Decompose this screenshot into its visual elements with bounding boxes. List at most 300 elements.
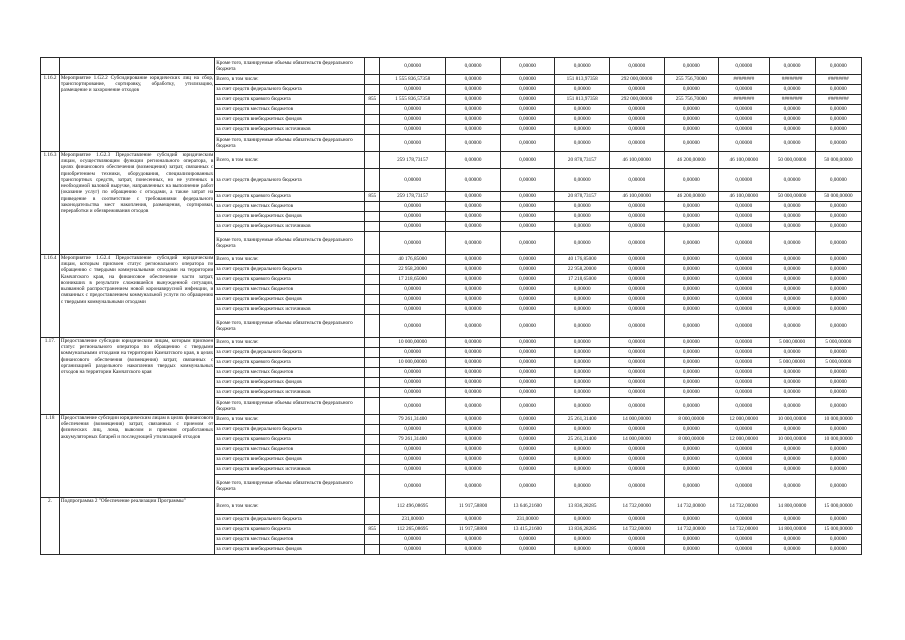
- year-value: 0,00000: [769, 315, 815, 338]
- year-value: 0,00000: [719, 465, 769, 475]
- year-value: 14 000,00000: [609, 435, 664, 445]
- year-value: 0,00000: [555, 85, 610, 95]
- year-value: 14 732,00000: [664, 498, 719, 515]
- grbs-code: [365, 475, 380, 498]
- year-value: 0,00000: [769, 398, 815, 415]
- year-value: 0,00000: [446, 535, 501, 545]
- year-value: 0,00000: [719, 115, 769, 125]
- funding-source: за счет средств краевого бюджета: [215, 192, 365, 202]
- year-value: 0,00000: [769, 295, 815, 305]
- year-value: 0,00000: [555, 455, 610, 465]
- year-value: 0,00000: [500, 192, 555, 202]
- year-value: 0,00000: [446, 75, 501, 85]
- year-value: 14 732,00000: [609, 498, 664, 515]
- funding-source: Всего, в том числе:: [215, 255, 365, 265]
- year-value: 0,00000: [719, 265, 769, 275]
- funding-source: Кроме того, планируемые объемы обязательств федерального бюджета: [215, 315, 365, 338]
- year-value: 0,00000: [555, 295, 610, 305]
- year-value: 0,00000: [555, 135, 610, 152]
- grbs-code: [365, 295, 380, 305]
- year-value: 46 100,00000: [609, 192, 664, 202]
- year-value: 0,00000: [664, 85, 719, 95]
- year-value: 0,00000: [500, 169, 555, 192]
- grbs-code: [365, 75, 380, 85]
- year-value: 0,00000: [719, 368, 769, 378]
- grbs-code: [365, 115, 380, 125]
- total-value: 10 000,00000: [380, 358, 446, 368]
- year-value: 10 000,00000: [815, 435, 861, 445]
- year-value: 0,00000: [769, 115, 815, 125]
- funding-source: за счет средств федерального бюджета: [215, 515, 365, 525]
- year-value: 14 800,00000: [769, 498, 815, 515]
- year-value: 0,00000: [769, 202, 815, 212]
- year-value: 0,00000: [555, 465, 610, 475]
- year-value: 0,00000: [446, 285, 501, 295]
- year-value: 0,00000: [446, 388, 501, 398]
- total-value: 0,00000: [380, 202, 446, 212]
- year-value: 0,00000: [446, 95, 501, 105]
- year-value: 8 000,00000: [664, 415, 719, 425]
- year-value: 0,00000: [719, 85, 769, 95]
- year-value: 46 200,00000: [664, 192, 719, 202]
- year-value: 0,00000: [664, 232, 719, 255]
- year-value: 0,00000: [555, 445, 610, 455]
- grbs-code: [365, 85, 380, 95]
- table-row: [41, 152, 862, 169]
- year-value: 0,00000: [555, 348, 610, 358]
- year-value: 0,00000: [500, 425, 555, 435]
- funding-source: за счет средств федерального бюджета: [215, 169, 365, 192]
- total-value: 0,00000: [380, 105, 446, 115]
- year-value: 0,00000: [446, 85, 501, 95]
- year-value: 0,00000: [769, 265, 815, 275]
- year-value: 0,00000: [719, 425, 769, 435]
- year-value: 0,00000: [609, 135, 664, 152]
- row-number: 2.: [41, 498, 60, 555]
- grbs-code: [365, 212, 380, 222]
- year-value: 0,00000: [664, 338, 719, 348]
- year-value: 0,00000: [719, 455, 769, 465]
- row-number: 1.16.4: [41, 255, 60, 338]
- year-value: 14 000,00000: [609, 415, 664, 425]
- year-value: 0,00000: [719, 275, 769, 285]
- year-value: 0,00000: [664, 115, 719, 125]
- year-value: 0,00000: [769, 169, 815, 192]
- year-value: 0,00000: [769, 465, 815, 475]
- year-value: 0,00000: [500, 415, 555, 425]
- year-value: 5 000,00000: [769, 358, 815, 368]
- year-value: 0,00000: [609, 125, 664, 135]
- funding-source: за счет средств местных бюджетов: [215, 105, 365, 115]
- total-value: 0,00000: [380, 465, 446, 475]
- year-value: 0,00000: [719, 285, 769, 295]
- year-value: 5 000,00000: [769, 338, 815, 348]
- year-value: 46 100,00000: [719, 192, 769, 202]
- year-value: 0,00000: [769, 305, 815, 315]
- total-value: 79 261,31400: [380, 435, 446, 445]
- row-number: 1.17.: [41, 338, 60, 415]
- year-value: 0,00000: [664, 398, 719, 415]
- year-value: 0,00000: [500, 232, 555, 255]
- year-value: 0,00000: [555, 378, 610, 388]
- year-value: 50 000,00000: [815, 192, 861, 202]
- year-value: 0,00000: [609, 222, 664, 232]
- year-value: 0,00000: [500, 315, 555, 338]
- year-value: 0,00000: [446, 515, 501, 525]
- year-value: 0,00000: [609, 255, 664, 265]
- year-value: 0,00000: [446, 232, 501, 255]
- year-value: 0,00000: [446, 58, 501, 75]
- event-name: Мероприятие 1.G2.2 Субсидирование юридических лиц на сбор, транспортирование, сортировку, обработку, утилизацию, размещение и захоронение отходов: [59, 75, 214, 152]
- year-value: 0,00000: [609, 275, 664, 285]
- funding-source: за счет средств краевого бюджета: [215, 275, 365, 285]
- year-value: 0,00000: [769, 368, 815, 378]
- year-value: 0,00000: [555, 202, 610, 212]
- year-value: 0,00000: [446, 338, 501, 348]
- year-value: 0,00000: [815, 135, 861, 152]
- year-value: 0,00000: [446, 358, 501, 368]
- grbs-code: [365, 465, 380, 475]
- year-value: 0,00000: [609, 315, 664, 338]
- year-value: ########: [719, 95, 769, 105]
- grbs-code: [365, 315, 380, 338]
- funding-source: за счет средств местных бюджетов: [215, 445, 365, 455]
- year-value: 0,00000: [446, 305, 501, 315]
- funding-source: за счет средств федерального бюджета: [215, 348, 365, 358]
- year-value: 0,00000: [500, 255, 555, 265]
- grbs-code: [365, 338, 380, 348]
- year-value: 0,00000: [446, 425, 501, 435]
- row-number: [41, 58, 60, 75]
- year-value: 0,00000: [500, 398, 555, 415]
- year-value: 0,00000: [500, 305, 555, 315]
- year-value: 0,00000: [815, 515, 861, 525]
- year-value: 0,00000: [719, 135, 769, 152]
- funding-source: за счет средств внебюджетных фондов: [215, 212, 365, 222]
- year-value: 0,00000: [500, 348, 555, 358]
- row-number: 1.16.3: [41, 152, 60, 255]
- year-value: 0,00000: [719, 475, 769, 498]
- year-value: 0,00000: [609, 465, 664, 475]
- year-value: 50 000,00000: [769, 192, 815, 202]
- grbs-code: [365, 378, 380, 388]
- year-value: 292 000,00000: [609, 75, 664, 85]
- year-value: 0,00000: [609, 202, 664, 212]
- year-value: 0,00000: [769, 255, 815, 265]
- year-value: 0,00000: [815, 425, 861, 435]
- year-value: 0,00000: [769, 445, 815, 455]
- year-value: 25 261,31400: [555, 435, 610, 445]
- grbs-code: 855: [365, 192, 380, 202]
- total-value: 17 218,65000: [380, 275, 446, 285]
- year-value: 0,00000: [446, 378, 501, 388]
- year-value: 255 756,70000: [664, 95, 719, 105]
- funding-source: Всего, в том числе:: [215, 152, 365, 169]
- year-value: 0,00000: [815, 169, 861, 192]
- year-value: 0,00000: [664, 545, 719, 555]
- year-value: 0,00000: [664, 212, 719, 222]
- year-value: 0,00000: [664, 222, 719, 232]
- year-value: 46 100,00000: [609, 152, 664, 169]
- year-value: ########: [719, 75, 769, 85]
- year-value: 11 917,58800: [446, 498, 501, 515]
- year-value: 0,00000: [500, 222, 555, 232]
- total-value: 1 555 836,57358: [380, 95, 446, 105]
- year-value: 0,00000: [769, 378, 815, 388]
- year-value: 0,00000: [815, 85, 861, 95]
- funding-source: за счет средств внебюджетных источников: [215, 222, 365, 232]
- year-value: 0,00000: [815, 398, 861, 415]
- year-value: 0,00000: [719, 545, 769, 555]
- year-value: 0,00000: [609, 115, 664, 125]
- total-value: 0,00000: [380, 348, 446, 358]
- year-value: 0,00000: [446, 348, 501, 358]
- year-value: 292 000,00000: [609, 95, 664, 105]
- total-value: 0,00000: [380, 232, 446, 255]
- year-value: 0,00000: [815, 275, 861, 285]
- year-value: 0,00000: [664, 515, 719, 525]
- year-value: 0,00000: [500, 445, 555, 455]
- grbs-code: [365, 535, 380, 545]
- year-value: 0,00000: [609, 515, 664, 525]
- grbs-code: [365, 169, 380, 192]
- funding-source: Всего, в том числе:: [215, 75, 365, 85]
- year-value: 14 800,00000: [769, 525, 815, 535]
- year-value: 0,00000: [815, 232, 861, 255]
- total-value: 0,00000: [380, 315, 446, 338]
- year-value: 0,00000: [769, 285, 815, 295]
- year-value: 14 732,00000: [609, 525, 664, 535]
- funding-source: за счет средств местных бюджетов: [215, 535, 365, 545]
- year-value: 0,00000: [719, 105, 769, 115]
- year-value: 0,00000: [769, 105, 815, 115]
- row-number: 1.18: [41, 415, 60, 498]
- funding-source: за счет средств местных бюджетов: [215, 202, 365, 212]
- year-value: 0,00000: [769, 232, 815, 255]
- funding-source: Кроме того, планируемые объемы обязательств федерального бюджета: [215, 475, 365, 498]
- year-value: 0,00000: [815, 212, 861, 222]
- total-value: 10 000,00000: [380, 338, 446, 348]
- funding-source: за счет средств внебюджетных источников: [215, 125, 365, 135]
- funding-source: за счет средств краевого бюджета: [215, 95, 365, 105]
- total-value: 0,00000: [380, 398, 446, 415]
- total-value: 259 178,73157: [380, 192, 446, 202]
- year-value: 0,00000: [815, 255, 861, 265]
- funding-source: Кроме того, планируемые объемы обязательств федерального бюджета: [215, 398, 365, 415]
- year-value: 12 000,00000: [719, 415, 769, 425]
- year-value: 0,00000: [769, 545, 815, 555]
- year-value: 0,00000: [609, 475, 664, 498]
- year-value: 12 000,00000: [719, 435, 769, 445]
- total-value: 22 958,20000: [380, 265, 446, 275]
- year-value: 0,00000: [815, 265, 861, 275]
- year-value: 13 836,28285: [555, 525, 610, 535]
- year-value: 0,00000: [719, 535, 769, 545]
- year-value: 0,00000: [555, 338, 610, 348]
- year-value: 0,00000: [500, 202, 555, 212]
- table-row: [41, 498, 862, 515]
- event-name: Мероприятие 1.G2.4 Предоставление субсидий юридическим лицам, которым присвоен статус регионального оператора по обращению с твердыми коммунальными отходами на территории Камчатского края, на финансовое обеспечение части затрат, возникших в результате сложившейся вынужденной ситуации, вызванной распространением новой коронавирусной инфекции, и связанных с предоставлением коммунальной услуги по обращению с твердыми коммунальными отходами: [59, 255, 214, 338]
- year-value: 0,00000: [500, 285, 555, 295]
- year-value: 0,00000: [769, 125, 815, 135]
- year-value: 0,00000: [815, 388, 861, 398]
- year-value: 0,00000: [664, 202, 719, 212]
- grbs-code: [365, 515, 380, 525]
- total-value: 0,00000: [380, 125, 446, 135]
- year-value: 0,00000: [446, 475, 501, 498]
- year-value: 0,00000: [664, 465, 719, 475]
- year-value: 0,00000: [664, 285, 719, 295]
- funding-source: за счет средств внебюджетных фондов: [215, 545, 365, 555]
- total-value: 0,00000: [380, 378, 446, 388]
- event-name: Предоставление субсидии юридическим лицам в целях финансового обеспечения (возмещения) затрат, связанных с приемом от физических лиц, лома, вывозом и приемом отработанных аккумуляторных батарей и последующей утилизацией отходов: [59, 415, 214, 498]
- year-value: 0,00000: [719, 295, 769, 305]
- total-value: 0,00000: [380, 285, 446, 295]
- year-value: 40 176,85000: [555, 255, 610, 265]
- funding-source: Всего, в том числе:: [215, 338, 365, 348]
- year-value: 0,00000: [500, 358, 555, 368]
- year-value: 0,00000: [664, 125, 719, 135]
- year-value: 0,00000: [719, 58, 769, 75]
- grbs-code: [365, 348, 380, 358]
- year-value: 0,00000: [609, 58, 664, 75]
- year-value: 0,00000: [446, 398, 501, 415]
- year-value: 0,00000: [446, 222, 501, 232]
- year-value: 0,00000: [609, 535, 664, 545]
- year-value: 0,00000: [446, 192, 501, 202]
- grbs-code: [365, 305, 380, 315]
- year-value: 0,00000: [446, 212, 501, 222]
- year-value: 0,00000: [664, 475, 719, 498]
- grbs-code: [365, 425, 380, 435]
- funding-source: за счет средств внебюджетных источников: [215, 305, 365, 315]
- year-value: 0,00000: [769, 388, 815, 398]
- year-value: 0,00000: [555, 125, 610, 135]
- year-value: 0,00000: [664, 368, 719, 378]
- year-value: 0,00000: [555, 212, 610, 222]
- year-value: 0,00000: [555, 58, 610, 75]
- year-value: 0,00000: [500, 545, 555, 555]
- total-value: 0,00000: [380, 368, 446, 378]
- event-name: Мероприятие 1.G2.3 Предоставление субсидий юридическим лицам, осуществляющим функции регионального оператора, в целях финансового обеспечения (возмещения) затрат, связанных с приобретением техники, оборудования, специализированных транспортных средств, затрат, понесенных, но не учтенных в необходимой валовой выручке, направленных на выполнение работ (оказание услуг) по обращению с отходами, а также затрат на приведение в соответствие с требованиями федерального законодательства мест накопления, размещения, сортировки, переработки и обезвреживания отходов: [59, 152, 214, 255]
- year-value: 10 000,00000: [815, 415, 861, 425]
- year-value: 15 000,00000: [815, 498, 861, 515]
- year-value: 0,00000: [500, 152, 555, 169]
- year-value: 0,00000: [664, 425, 719, 435]
- total-value: 0,00000: [380, 535, 446, 545]
- year-value: 0,00000: [664, 255, 719, 265]
- event-name: Предоставление субсидии юридическим лицам, которым присвоен статус регионального оператора по обращению с твердыми коммунальными отходами на территории Камчатского края, в целях финансового обеспечения (возмещения) затрат, связанных с организацией раздельного накопления твердых коммунальных отходов на территории Камчатского края: [59, 338, 214, 415]
- event-name: [59, 58, 214, 75]
- year-value: 151 813,97358: [555, 95, 610, 105]
- funding-source: за счет средств внебюджетных фондов: [215, 455, 365, 465]
- funding-source: за счет средств внебюджетных источников: [215, 388, 365, 398]
- year-value: 50 000,00000: [815, 152, 861, 169]
- year-value: 10 000,00000: [769, 415, 815, 425]
- budget-table: [40, 57, 862, 555]
- year-value: 0,00000: [500, 535, 555, 545]
- grbs-code: [365, 222, 380, 232]
- year-value: 0,00000: [609, 105, 664, 115]
- year-value: 0,00000: [555, 515, 610, 525]
- year-value: 0,00000: [664, 315, 719, 338]
- total-value: 0,00000: [380, 295, 446, 305]
- year-value: 0,00000: [555, 285, 610, 295]
- total-value: 1 555 836,57358: [380, 75, 446, 85]
- year-value: 0,00000: [769, 425, 815, 435]
- year-value: 0,00000: [609, 545, 664, 555]
- grbs-code: [365, 285, 380, 295]
- year-value: 0,00000: [719, 398, 769, 415]
- year-value: 0,00000: [555, 535, 610, 545]
- total-value: 112 496,08695: [380, 498, 446, 515]
- year-value: 0,00000: [815, 125, 861, 135]
- year-value: 0,00000: [555, 358, 610, 368]
- total-value: 259 178,73157: [380, 152, 446, 169]
- table-row: [41, 338, 862, 348]
- total-value: 0,00000: [380, 169, 446, 192]
- year-value: 0,00000: [609, 378, 664, 388]
- year-value: 0,00000: [446, 455, 501, 465]
- year-value: 0,00000: [609, 425, 664, 435]
- total-value: 0,00000: [380, 455, 446, 465]
- year-value: 0,00000: [719, 169, 769, 192]
- year-value: 0,00000: [664, 295, 719, 305]
- grbs-code: [365, 415, 380, 425]
- year-value: 0,00000: [769, 135, 815, 152]
- year-value: 14 732,00000: [719, 525, 769, 535]
- year-value: 0,00000: [446, 435, 501, 445]
- year-value: 0,00000: [769, 348, 815, 358]
- year-value: 5 000,00000: [815, 338, 861, 348]
- year-value: 0,00000: [609, 348, 664, 358]
- year-value: 50 000,00000: [769, 152, 815, 169]
- year-value: 14 732,00000: [719, 498, 769, 515]
- grbs-code: [365, 58, 380, 75]
- year-value: 0,00000: [446, 315, 501, 338]
- year-value: 0,00000: [609, 358, 664, 368]
- year-value: 5 000,00000: [815, 358, 861, 368]
- year-value: 0,00000: [664, 275, 719, 285]
- year-value: 0,00000: [769, 222, 815, 232]
- year-value: 0,00000: [500, 125, 555, 135]
- year-value: 0,00000: [500, 465, 555, 475]
- year-value: 0,00000: [769, 275, 815, 285]
- year-value: 0,00000: [609, 85, 664, 95]
- total-value: 79 261,31400: [380, 415, 446, 425]
- funding-source: Всего, в том числе:: [215, 415, 365, 425]
- year-value: 0,00000: [446, 135, 501, 152]
- year-value: 0,00000: [500, 265, 555, 275]
- year-value: 0,00000: [555, 545, 610, 555]
- total-value: 0,00000: [380, 425, 446, 435]
- year-value: 0,00000: [609, 368, 664, 378]
- year-value: 0,00000: [815, 222, 861, 232]
- row-number: 1.16.2: [41, 75, 60, 152]
- year-value: 0,00000: [500, 475, 555, 498]
- year-value: 0,00000: [664, 169, 719, 192]
- year-value: 0,00000: [609, 388, 664, 398]
- year-value: 0,00000: [769, 58, 815, 75]
- funding-source: за счет средств внебюджетных фондов: [215, 115, 365, 125]
- year-value: 0,00000: [500, 115, 555, 125]
- total-value: 0,00000: [380, 222, 446, 232]
- year-value: 0,00000: [609, 295, 664, 305]
- year-value: 0,00000: [500, 95, 555, 105]
- grbs-code: [365, 255, 380, 265]
- year-value: 0,00000: [446, 255, 501, 265]
- total-value: 231,00000: [380, 515, 446, 525]
